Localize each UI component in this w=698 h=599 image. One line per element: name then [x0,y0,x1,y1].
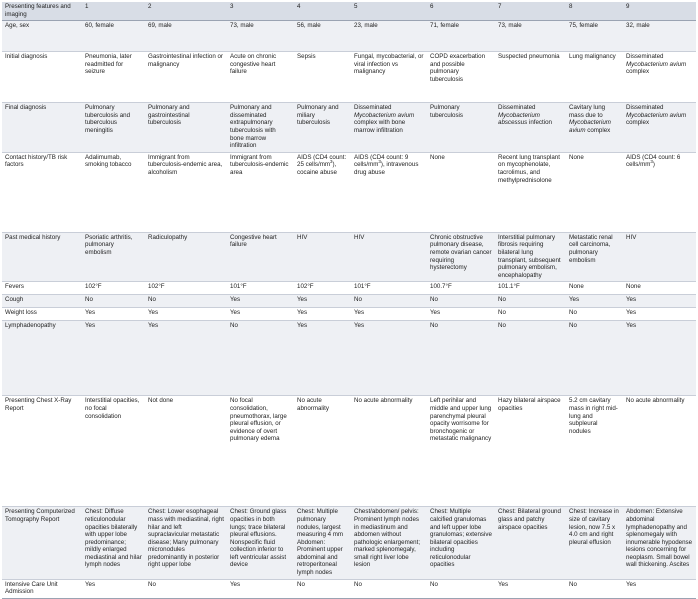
table-row [2,232,696,282]
table-cell: No [227,321,294,396]
table-cell: Immigrant from tuberculosis-endemic area [227,152,294,232]
table-cell: Fungal, mycobacterial, or viral infection vs malignancy [351,52,427,103]
table-cell: No [495,295,566,308]
table-cell: AIDS (CD4 count: 25 cells/$mm^3$), cocaine abuse [294,152,351,232]
table-row [2,396,696,507]
table-cell: Pulmonary and gastrointestinal tuberculosis [145,103,227,153]
table-cell: 102°F [82,282,145,295]
table-cell: HIV [351,232,427,282]
case-header-7: 7 [495,2,566,21]
table-cell: Acute on chronic congestive heart failure [227,52,294,103]
row-label: Lymphadenopathy [2,321,82,396]
table-cell: Yes [82,308,145,321]
table-cell: No [427,579,495,598]
table-cell: Chest: Multiple pulmonary nodules, largest measuring 4 mm Abdomen: Prominent upper abdominal and retroperitoneal lymph nodes [294,507,351,579]
table-cell: No [566,579,623,598]
table-cell: None [566,152,623,232]
table-row [2,507,696,579]
table-cell: Yes [145,308,227,321]
table-cell: Chest: Ground glass opacities in both lungs; trace bilateral pleural effusions. Nonspecific fluid collection inferior to left ventricular assist device [227,507,294,579]
table-cell: Yes [566,295,623,308]
table-cell: 71, female [427,21,495,52]
table-cell: 73, male [495,21,566,52]
table-row [2,103,696,153]
table-cell: 32, male [623,21,696,52]
table-cell: Yes [82,321,145,396]
table-cell: Interstitial pulmonary fibrosis requiring bilateral lung transplant, subsequent pulmonary embolism, encephalopathy [495,232,566,282]
table-cell: 60, female [82,21,145,52]
table-cell: Pulmonary tuberculosis [427,103,495,153]
table-cell: None [427,152,495,232]
table-cell: Pulmonary and disseminated extrapulmonary tuberculosis with bone marrow infiltration [227,103,294,153]
table-cell: Yes [294,308,351,321]
table-cell: No [351,295,427,308]
row-label: Contact history/TB risk factors [2,152,82,232]
table-row [2,321,696,396]
table-cell: 102°F [294,282,351,295]
row-label: Presenting Chest X-Ray Report [2,396,82,507]
table-cell: No [427,321,495,396]
table-cell: Chronic obstructive pulmonary disease, remote ovarian cancer requiring hysterectomy [427,232,495,282]
table-cell: 5.2 cm cavitary mass in right mid-lung and subpleural nodules [566,396,623,507]
table-cell: Suspected pneumonia [495,52,566,103]
table-cell: Yes [145,321,227,396]
row-label: Weight loss [2,308,82,321]
table-cell: Adalimumab, smoking tobacco [82,152,145,232]
table-row [2,579,696,598]
table-body [2,2,696,598]
superscript: 3 [330,159,333,165]
row-label: Age, sex [2,21,82,52]
table-cell: Pulmonary tuberculosis and tuberculous meningitis [82,103,145,153]
table-cell: Yes [82,579,145,598]
table-cell: Immigrant from tuberculosis-endemic area, alcoholism [145,152,227,232]
table-cell: Hazy bilateral airspace opacities [495,396,566,507]
table-cell: Yes [351,308,427,321]
case-header-2: 2 [145,2,227,21]
row-label: Fevers [2,282,82,295]
row-label: Intensive Care Unit Admission [2,579,82,598]
table-cell: Chest: Increase in size of cavitary lesion, now 7.5 x 4.0 cm and right pleural effusion [566,507,623,579]
row-label: Initial diagnosis [2,52,82,103]
table-cell: Chest/abdomen/ pelvis: Prominent lymph nodes in mediastinum and abdomen without pathologic enlargement; marked splenomegaly, small right liver lobe lesion [351,507,427,579]
table-cell: 102°F [145,282,227,295]
table-row [2,21,696,52]
table-cell: No [294,579,351,598]
table-cell: No [427,295,495,308]
table-row [2,52,696,103]
table-cell: Radiculopathy [145,232,227,282]
table-cell: Disseminated Mycobacterium avium complex [623,52,696,103]
table-cell: No acute abnormality [351,396,427,507]
table-cell: Yes [227,579,294,598]
table-cell: Gastrointestinal infection or malignancy [145,52,227,103]
table-cell: Yes [227,308,294,321]
table-cell: No [495,308,566,321]
table-row [2,295,696,308]
italic-organism-name: Mycobacterium avium [569,119,611,134]
table-cell: 56, male [294,21,351,52]
header-label: Presenting features and imaging [2,2,82,21]
case-header-5: 5 [351,2,427,21]
table-cell: Disseminated Mycobacterium avium complex with bone marrow infiltration [351,103,427,153]
table-cell: Chest: Multiple calcified granulomas and left upper lobe granulomas; extensive bilateral opacities including reticulonodular opacities [427,507,495,579]
italic-organism-name: Mycobacterium avium [626,111,687,119]
table-cell: Yes [294,321,351,396]
table-cell: Yes [351,321,427,396]
table-cell: 101°F [227,282,294,295]
table-cell: HIV [623,232,696,282]
table-cell: Chest: Bilateral ground glass and patchy airspace opacities [495,507,566,579]
table-cell: Chest: Lower esophageal mass with mediastinal, right hilar and left supraclavicular metastatic disease; Many pulmonary micronodules predominantly in posterior right upper lobe [145,507,227,579]
table-cell: Cavitary lung mass due to Mycobacterium avium complex [566,103,623,153]
table-cell: Congestive heart failure [227,232,294,282]
clinical-features-table-container [2,2,696,599]
table-cell: None [566,282,623,295]
table-cell: No [351,579,427,598]
table-cell: Yes [623,295,696,308]
table-cell: Yes [623,308,696,321]
table-cell: Interstitial opacities, no focal consolidation [82,396,145,507]
table-cell: Disseminated Mycobacterium avium complex [623,103,696,153]
table-cell: COPD exacerbation and possible pulmonary tuberculosis [427,52,495,103]
header-row [2,2,696,21]
superscript: 3 [378,159,381,165]
clinical-features-table [2,2,696,599]
table-cell: Yes [495,579,566,598]
table-cell: 73, male [227,21,294,52]
table-cell: Recent lung transplant on mycophenolate, tacrolimus, and methylprednisolone [495,152,566,232]
row-label: Past medical history [2,232,82,282]
case-header-9: 9 [623,2,696,21]
table-cell: Pneumonia, later readmitted for seizure [82,52,145,103]
table-cell: HIV [294,232,351,282]
table-cell: Yes [294,295,351,308]
table-cell: No [82,295,145,308]
table-cell: 101°F [351,282,427,295]
table-cell: 69, male [145,21,227,52]
table-cell: Sepsis [294,52,351,103]
table-cell: No acute abnormality [623,396,696,507]
table-cell: Psoriatic arthritis, pulmonary embolism [82,232,145,282]
table-cell: No [566,308,623,321]
table-cell: None [623,282,696,295]
table-cell: Not done [145,396,227,507]
row-label: Presenting Computerized Tomography Report [2,507,82,579]
table-row [2,308,696,321]
case-header-8: 8 [566,2,623,21]
table-row [2,152,696,232]
italic-organism-name: Mycobacterium avium [626,60,687,68]
table-cell: Abdomen: Extensive abdominal lymphadenopathy and splenomegaly with innumerable hypodense lesions concerning for neoplasm. Small bowel wall thickening. Ascites [623,507,696,579]
table-cell: 101.1°F [495,282,566,295]
table-cell: No [145,295,227,308]
table-cell: No [145,579,227,598]
table-row [2,282,696,295]
table-cell: Left perihilar and middle and upper lung parenchymal pleural opacity worrisome for bronchogenic or metastatic malignancy [427,396,495,507]
table-cell: Yes [427,308,495,321]
case-header-1: 1 [82,2,145,21]
table-cell: No focal consolidation, pneumothorax, large pleural effusion, or evidence of overt pulmonary edema [227,396,294,507]
case-header-6: 6 [427,2,495,21]
table-cell: Pulmonary and miliary tuberculosis [294,103,351,153]
italic-organism-name: Mycobacterium abscessus [498,111,540,127]
table-cell: Metastatic renal cell carcinoma, pulmonary embolism [566,232,623,282]
table-cell: Yes [227,295,294,308]
case-header-3: 3 [227,2,294,21]
table-cell: 100.7°F [427,282,495,295]
superscript: 3 [650,159,653,165]
table-cell: AIDS (CD4 count: 9 cells/$mm^3$), intravenous drug abuse [351,152,427,232]
table-cell: No [495,321,566,396]
table-cell: No acute abnormality [294,396,351,507]
table-cell: 75, female [566,21,623,52]
table-cell: Chest: Diffuse reticulonodular opacities bilaterally with upper lobe predominance; mildly enlarged mediastinal and hilar lymph nodes [82,507,145,579]
case-header-4: 4 [294,2,351,21]
table-cell: 23, male [351,21,427,52]
table-cell: Yes [623,579,696,598]
row-label: Final diagnosis [2,103,82,153]
table-cell: Yes [623,321,696,396]
table-cell: Lung malignancy [566,52,623,103]
row-label: Cough [2,295,82,308]
table-cell: No [566,321,623,396]
italic-organism-name: Mycobacterium avium [354,111,415,119]
table-cell: AIDS (CD4 count: 6 cells/$mm^3$) [623,152,696,232]
table-cell: Disseminated Mycobacterium abscessus infection [495,103,566,153]
